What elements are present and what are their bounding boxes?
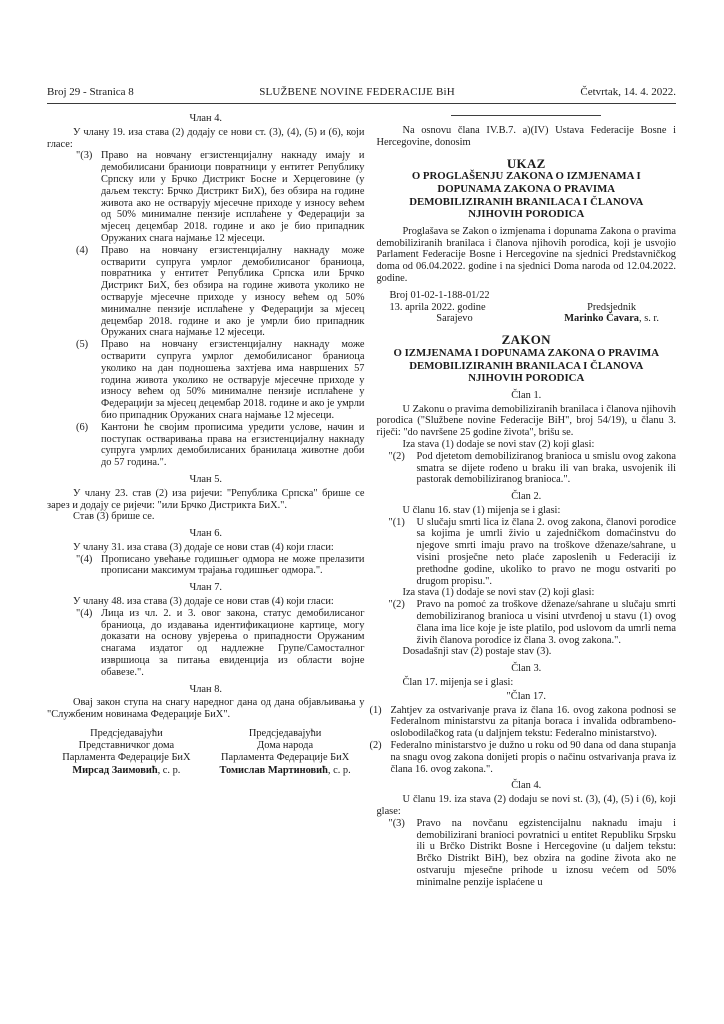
article-7-item bbox=[47, 608, 364, 679]
list-item-4-cyr bbox=[47, 245, 364, 339]
article-17-item-1 bbox=[369, 704, 676, 740]
article-5-paragraph-1: У члану 23. став (2) иза ријечи: "Република Српска" брише се зарез и додају се ријечи: "или Брчко Дистрикта БиХ.". bbox=[47, 487, 365, 511]
signature-role: Предсједавајући bbox=[248, 728, 322, 740]
list-marker: (5) bbox=[76, 339, 89, 351]
list-marker: "(2) bbox=[388, 599, 405, 611]
header-issue-page: Broj 29 - Stranica 8 bbox=[47, 86, 134, 98]
right-column bbox=[369, 113, 676, 889]
document-number: Broj 01-02-1-188-01/22 bbox=[389, 289, 490, 301]
signature-institution: Парламента Федерације БиХ bbox=[62, 752, 191, 764]
president-name: Marinko Čavara bbox=[564, 313, 639, 325]
number-date-president-block bbox=[376, 290, 676, 325]
article-4-intro-cyr: У члану 19. иза става (2) додају се нови ст. (3), (4), (5) и (6), који гласе: bbox=[47, 126, 365, 150]
document-date: 13. aprila 2022. godine bbox=[389, 301, 486, 313]
signatory-name: Томислав Мартиновић bbox=[219, 764, 328, 776]
list-marker: "(3) bbox=[76, 150, 93, 162]
list-marker: "(1) bbox=[388, 516, 405, 528]
article-1-heading: Član 1. bbox=[511, 389, 542, 401]
article-1-paragraph-1: U Zakonu o pravima demobiliziranih branilaca i članova njihovih porodica ("Službene novine Federacije BiH", broj 54/19), u članu 3. riječi: "do navršene 25 godine života", brišu se. bbox=[376, 403, 676, 439]
article-2-paragraph-1: U članu 16. stav (1) mijenja se i glasi: bbox=[402, 504, 561, 516]
article-2-paragraph-2: Iza stava (1) dodaje se novi stav (2) koji glasi: bbox=[402, 587, 595, 599]
ukaz-heading: UKAZ bbox=[506, 155, 546, 171]
list-text: Право на новчану егзистенцијалну накнаду може остварити супруга умрлог демобилисаног браниоца уколико на дан подношења захтјева има навршених 57 година живота уколико не остварује мјесечне приходе у износу већем од 50% минималне пензије исплаћене у Федерацији за мјесец децембар 2018. године и ако је умрли био припадник Оружаних снага најмање 12 мјесеци. bbox=[101, 339, 365, 421]
article-8-paragraph: Овај закон ступа на снагу наредног дана од дана објављивања у "Службеним новинама Федерације БиХ". bbox=[47, 697, 365, 721]
signature-suffix: , с. р. bbox=[157, 764, 181, 776]
quoted-article-17-heading: "Član 17. bbox=[506, 690, 546, 702]
article-4-heading: Član 4. bbox=[511, 780, 542, 792]
page-header bbox=[47, 86, 676, 104]
number-date-block bbox=[376, 290, 547, 325]
article-7-heading-cyr: Члан 7. bbox=[189, 582, 222, 594]
ukaz-title: O PROGLAŠENJU ZAKONA O IZMJENAMA I DOPUNAMA ZAKONA O PRAVIMA DEMOBILIZIRANIH BRANILACA I ČLANOVA NJIHOVIH PORODICA bbox=[409, 170, 644, 221]
signatory-name: Мирсад Заимовић bbox=[72, 764, 158, 776]
article-2-item-2 bbox=[376, 599, 676, 646]
list-text: Pravo na pomoć za troškove dženaze/sahrane u slučaju smrti demobiliziranog branioca u visini utvrđenoj u stavu (1) ovog člana ima lice koje je iste platilo, pod uslovom da umrli nema živih članova porodice iz člana 3. ovog zakona.". bbox=[416, 599, 676, 646]
list-marker: (1) bbox=[369, 704, 382, 716]
header-date: Četvrtak, 14. 4. 2022. bbox=[580, 86, 676, 98]
article-3-paragraph-1: Član 17. mijenja se i glasi: bbox=[402, 677, 514, 689]
list-item-5-cyr bbox=[47, 339, 364, 422]
item-separator-rule bbox=[451, 115, 601, 116]
list-text: Право на новчану егзистенцијалну накнаду може остварити супруга умрлог демобилисаног браниоца, повратника у ентитет Република Српска или Брчко Дистрикт БиХ, без обзира на године живота уколико не остварује мјесечне приходе у износу већем од 50% минималне пензије исплаћене у Федерацији за мјесец децембар 2018. године и ако је умрли био припадник Оружаних снага најмање 12 мјесеци. bbox=[101, 244, 365, 339]
list-marker: (2) bbox=[369, 740, 382, 752]
list-text: Лица из чл. 2. и 3. овог закона, статус демобилисаног браниоца, до издавања идентификационе картице, могу доказати на основу увјерења о припадности Оружаним снагама издатог од надлежне Групе/Самосталног извршиоца за питања евиденција из области војне обавезе.". bbox=[101, 607, 365, 678]
list-item-6-cyr bbox=[47, 422, 364, 469]
list-text: U slučaju smrti lica iz člana 2. ovog zakona, članovi porodice sa kojima je umrli živio u zajedničkom domaćinstvu do njegove smrti imaju pravo na troškove dženaze/sahrane, u visini prosječne neto plaće zaposlenih u Federaciji iz prethodne godine, ukoliko to pravo ne mogu ostvariti po drugom propisu.". bbox=[416, 516, 676, 587]
president-title: Predsjednik bbox=[587, 301, 637, 313]
article-4-item-3 bbox=[376, 818, 676, 889]
signature-body: Дома народа bbox=[257, 740, 314, 752]
list-text: Право на новчану егзистенцијалну накнаду имају и демобилисани браниоци повратници у ентитет Републику Српску или у Брчко Дистрикт Босне и Херцеговине (у даљем тексту: Брчко Дистрикт БиХ), без обзира на године живота ако не остварују мјесечне приходе у износу већем од 50% минималне пензије исплаћене у Федерацији за мјесец децембар 2018. године и ако је био припадник Оружаних снага најмање 12 мјесеци. bbox=[101, 150, 365, 244]
document-city: Sarajevo bbox=[436, 313, 473, 325]
article-6-heading-cyr: Члан 6. bbox=[189, 528, 222, 540]
signature-body: Представничког дома bbox=[78, 740, 175, 752]
article-4-intro: U članu 19. iza stava (2) dodaju se novi st. (3), (4), (5) i (6), koji glase: bbox=[376, 794, 676, 818]
list-marker: (4) bbox=[76, 244, 89, 256]
article-6-intro: У члану 31. иза става (3) додаје се нови став (4) који гласи: bbox=[73, 541, 334, 553]
signature-row bbox=[47, 728, 364, 777]
list-marker: (6) bbox=[76, 421, 89, 433]
article-5-heading-cyr: Члан 5. bbox=[189, 473, 222, 485]
president-name-line bbox=[547, 313, 676, 325]
signature-name-line bbox=[47, 765, 206, 777]
list-text: Прописано увећање годишњег одмора не може прелазити прописани максимум трајања годишњег одмора.". bbox=[101, 553, 365, 577]
list-marker: "(3) bbox=[388, 817, 405, 829]
two-column-body bbox=[47, 113, 676, 889]
signature-suffix: , с. р. bbox=[327, 764, 351, 776]
signature-block-house-of-representatives bbox=[47, 728, 206, 777]
zakon-title: O IZMJENAMA I DOPUNAMA ZAKONA O PRAVIMA DEMOBILIZIRANIH BRANILACA I ČLANOVA NJIHOVIH PORODICA bbox=[393, 346, 659, 385]
signature-block-house-of-peoples bbox=[206, 728, 365, 777]
ukaz-intro: Na osnovu člana IV.B.7. a)(IV) Ustava Federacije Bosne i Hercegovine, donosim bbox=[376, 125, 676, 148]
signature-institution: Парламента Федерације БиХ bbox=[220, 752, 350, 764]
article-1-paragraph-2: Iza stava (1) dodaje se novi stav (2) koji glasi: bbox=[402, 438, 595, 450]
article-2-heading: Član 2. bbox=[511, 491, 542, 503]
article-5-paragraph-2: Став (3) брише се. bbox=[73, 511, 155, 523]
article-1-item bbox=[376, 451, 676, 486]
article-17-item-2 bbox=[369, 740, 676, 775]
article-4-heading-cyr: Члан 4. bbox=[189, 113, 222, 124]
president-signature-block bbox=[547, 302, 676, 326]
signature-role: Предсједавајући bbox=[90, 728, 163, 740]
list-text: Zahtjev za ostvarivanje prava iz člana 16. ovog zakona podnosi se Federalnom ministarstvu za pitanja boraca i invalida odbrambeno-oslobodilačkog rata (u daljnjem tekstu: Federalno ministarstvo). bbox=[390, 704, 676, 740]
left-column bbox=[47, 113, 364, 889]
list-text: Federalno ministarstvo je dužno u roku od 90 dana od dana stupanja na snagu ovog zakona donijeti propis o načinu ostvarivanja prava iz člana 16. ovog zakona.". bbox=[390, 740, 676, 775]
list-marker: "(4) bbox=[76, 607, 93, 619]
header-publication-title: SLUŽBENE NOVINE FEDERACIJE BiH bbox=[259, 86, 455, 98]
signature-name-line bbox=[206, 765, 365, 777]
article-8-heading-cyr: Члан 8. bbox=[189, 683, 222, 695]
list-item-3-cyr bbox=[47, 150, 364, 244]
article-2-item-1 bbox=[376, 517, 676, 588]
list-text: Pod djetetom demobiliziranog branioca u smislu ovog zakona smatra se dijete rođeno u braku ili van braka, usvojenik ili pastorak demobiliziranog branioca.". bbox=[416, 450, 676, 486]
list-text: Pravo na novčanu egzistencijalnu naknadu imaju i demobilizirani branioci povratnici u entitet Republiku Srpsku ili u Brčko Distrikt Bosne i Hercegovine (u daljem tekstu: Brčko Distrikt BiH), bez obzira na godine života ako ne ostvaruju mjesečne prihode u iznosu većem od 50% minimalne penzije isplaćene u bbox=[416, 817, 676, 888]
list-marker: "(2) bbox=[388, 450, 405, 462]
signature-suffix: , s. r. bbox=[639, 313, 659, 325]
zakon-heading: ZAKON bbox=[501, 332, 551, 348]
list-text: Кантони ће својим прописима уредити услове, начин и поступак остваривања права на егзистенцијалну накнаду супруга умрлих демобилисаних бранилаца животне доби до 57 година.". bbox=[101, 421, 365, 469]
article-3-heading: Član 3. bbox=[511, 663, 542, 675]
article-2-paragraph-3: Dosadašnji stav (2) postaje stav (3). bbox=[402, 646, 552, 658]
article-7-intro: У члану 48. иза става (3) додаје се нови став (4) који гласи: bbox=[73, 596, 334, 608]
list-marker: "(4) bbox=[76, 553, 93, 565]
article-6-item bbox=[47, 554, 364, 578]
ukaz-body: Proglašava se Zakon o izmjenama i dopunama Zakona o pravima demobiliziranih branilaca i članova njihovih porodica, koji je usvojio Parlament Federacije Bosne i Hercegovine na sjednici Predstavničkog doma od 06.04.2022. godine i na sjednici Doma naroda od 12.04.2022. godine. bbox=[376, 225, 676, 284]
